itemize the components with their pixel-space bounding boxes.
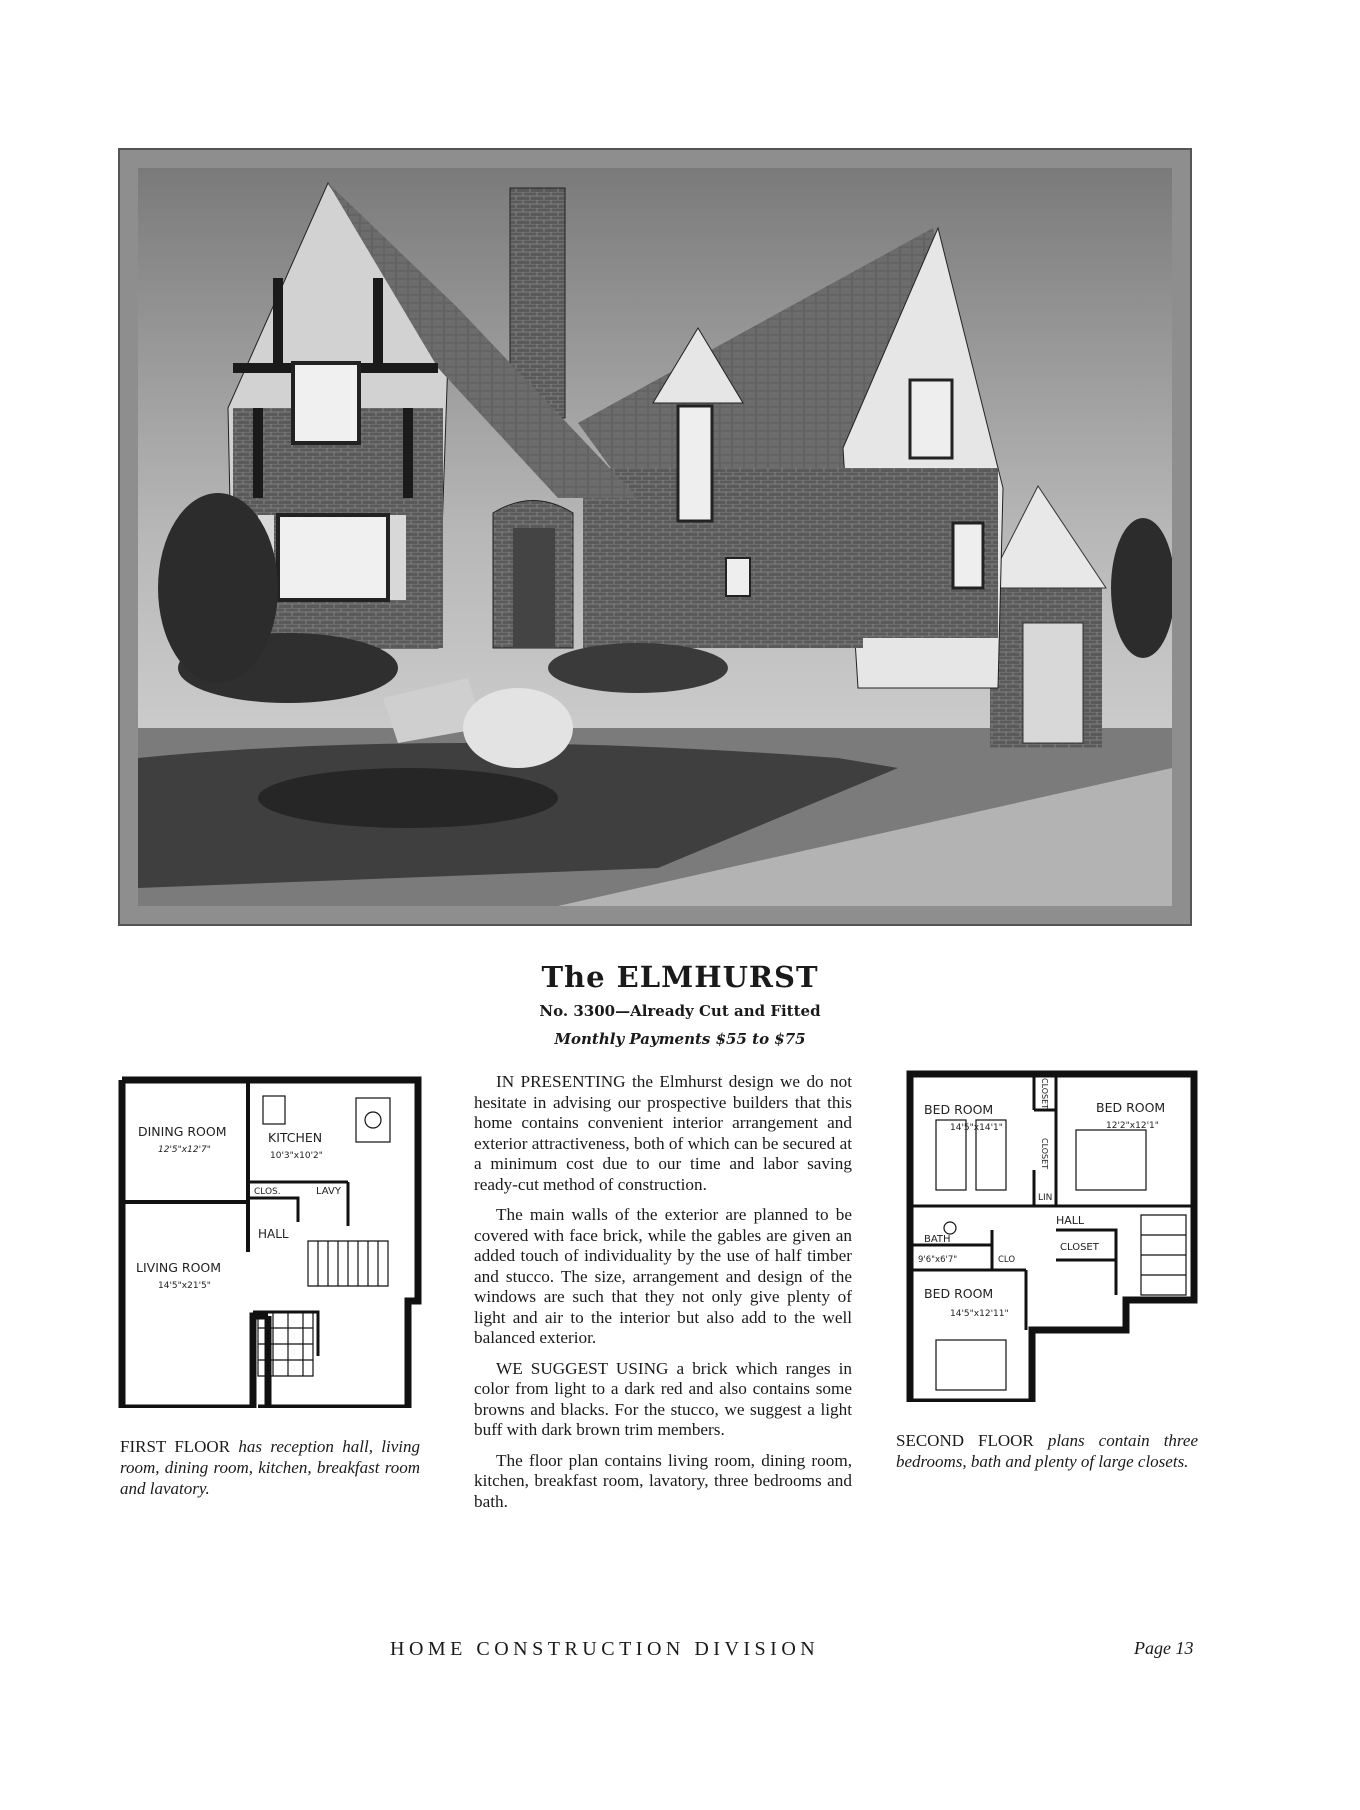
living-room-size: 14'5"x21'5" (158, 1281, 211, 1291)
living-room-label: LIVING ROOM (136, 1260, 222, 1275)
bath-size: 9'6"x6'7" (918, 1255, 958, 1265)
tree-right (1111, 518, 1172, 658)
house-photograph (138, 168, 1172, 906)
model-number: No. 3300—Already Cut and Fitted (539, 1002, 821, 1020)
bedroom-3-label: BED ROOM (924, 1286, 994, 1301)
foreground-shrubs (258, 768, 558, 828)
tall-window (678, 406, 712, 521)
bedroom-2-label: BED ROOM (1096, 1100, 1166, 1115)
bath-label: BATH (924, 1234, 951, 1245)
paragraph-1: IN PRESENTING the Elmhurst design we do not hesitate in advising our prospective builders that this home contains convenient interior arrangement and exterior attractiveness, both of which can be secured at a minimum cost due to our time and labor saving ready-cut method of construction. (474, 1072, 852, 1194)
paragraph-3: WE SUGGEST USING a brick which ranges in color from light to a dark red and also contains some browns and blacks. For the stucco, we suggest a light buff with dark brown trim members. (474, 1358, 852, 1439)
page-title: The ELMHURST (541, 960, 819, 994)
bedroom-2-size: 12'2"x12'1" (1106, 1121, 1159, 1131)
closet-label: CLOSET (1060, 1242, 1099, 1253)
tree-left (158, 493, 278, 683)
upper-window (293, 363, 359, 443)
dining-room-size: 12'5"x12'7" (158, 1145, 211, 1155)
lavatory-label: LAVY (316, 1186, 341, 1197)
hall-label: HALL (258, 1227, 289, 1241)
dining-room-label: DINING ROOM (138, 1124, 227, 1139)
linen-label: LIN (1038, 1193, 1053, 1203)
paragraph-2: The main walls of the exterior are planned to be covered with face brick, while the gables are given an added touch of individuality by the use of half timber and stucco. The size, arrangement and design of the windows are such that they not only give plenty of light and air to the interior but also add to the well balanced exterior. (474, 1205, 852, 1347)
second-floor-caption-lead: SECOND FLOOR (896, 1431, 1034, 1450)
description-text (474, 1072, 852, 1522)
flowering-shrub (463, 688, 573, 768)
kitchen-label: KITCHEN (268, 1130, 323, 1145)
front-door (513, 528, 555, 648)
first-floor-plan (118, 1076, 422, 1408)
paragraph-4: The floor plan contains living room, dining room, kitchen, breakfast room, lavatory, three bedrooms and bath. (474, 1450, 852, 1511)
right-gable-window (910, 380, 952, 458)
shutter-right (390, 515, 406, 600)
hedge-center (548, 643, 728, 693)
right-side-window (953, 523, 983, 588)
garage-door (1023, 623, 1083, 743)
hall-label: HALL (1056, 1214, 1085, 1227)
closet-vertical-1: CLOSET (1040, 1078, 1049, 1110)
first-floor-caption (120, 1436, 420, 1499)
closet-vertical-2: CLOSET (1040, 1138, 1049, 1170)
bedroom-1-size: 14'5"x14'1" (950, 1123, 1003, 1133)
second-floor-details (936, 1120, 1186, 1390)
kitchen-size: 10'3"x10'2" (270, 1151, 323, 1161)
clo-label: CLO (998, 1255, 1016, 1265)
first-floor-caption-lead: FIRST FLOOR (120, 1437, 231, 1456)
monthly-payments: Monthly Payments $55 to $75 (554, 1030, 806, 1048)
small-window (726, 558, 750, 596)
bedroom-3-size: 14'5"x12'11" (950, 1309, 1009, 1319)
footer-division: HOME CONSTRUCTION DIVISION (390, 1638, 820, 1660)
second-floor-plan (906, 1070, 1198, 1402)
bay-window (278, 515, 388, 600)
first-floor-caption-rest: has reception hall, living room, dining room, kitchen, breakfast room and lavatory. (120, 1437, 421, 1498)
second-floor-caption-rest: plans contain three bedrooms, bath and plenty of large closets. (896, 1431, 1198, 1471)
second-floor-caption (896, 1430, 1198, 1472)
closet-label: CLOS. (254, 1187, 281, 1197)
bedroom-1-label: BED ROOM (924, 1102, 994, 1117)
page-number: Page 13 (1134, 1638, 1194, 1658)
